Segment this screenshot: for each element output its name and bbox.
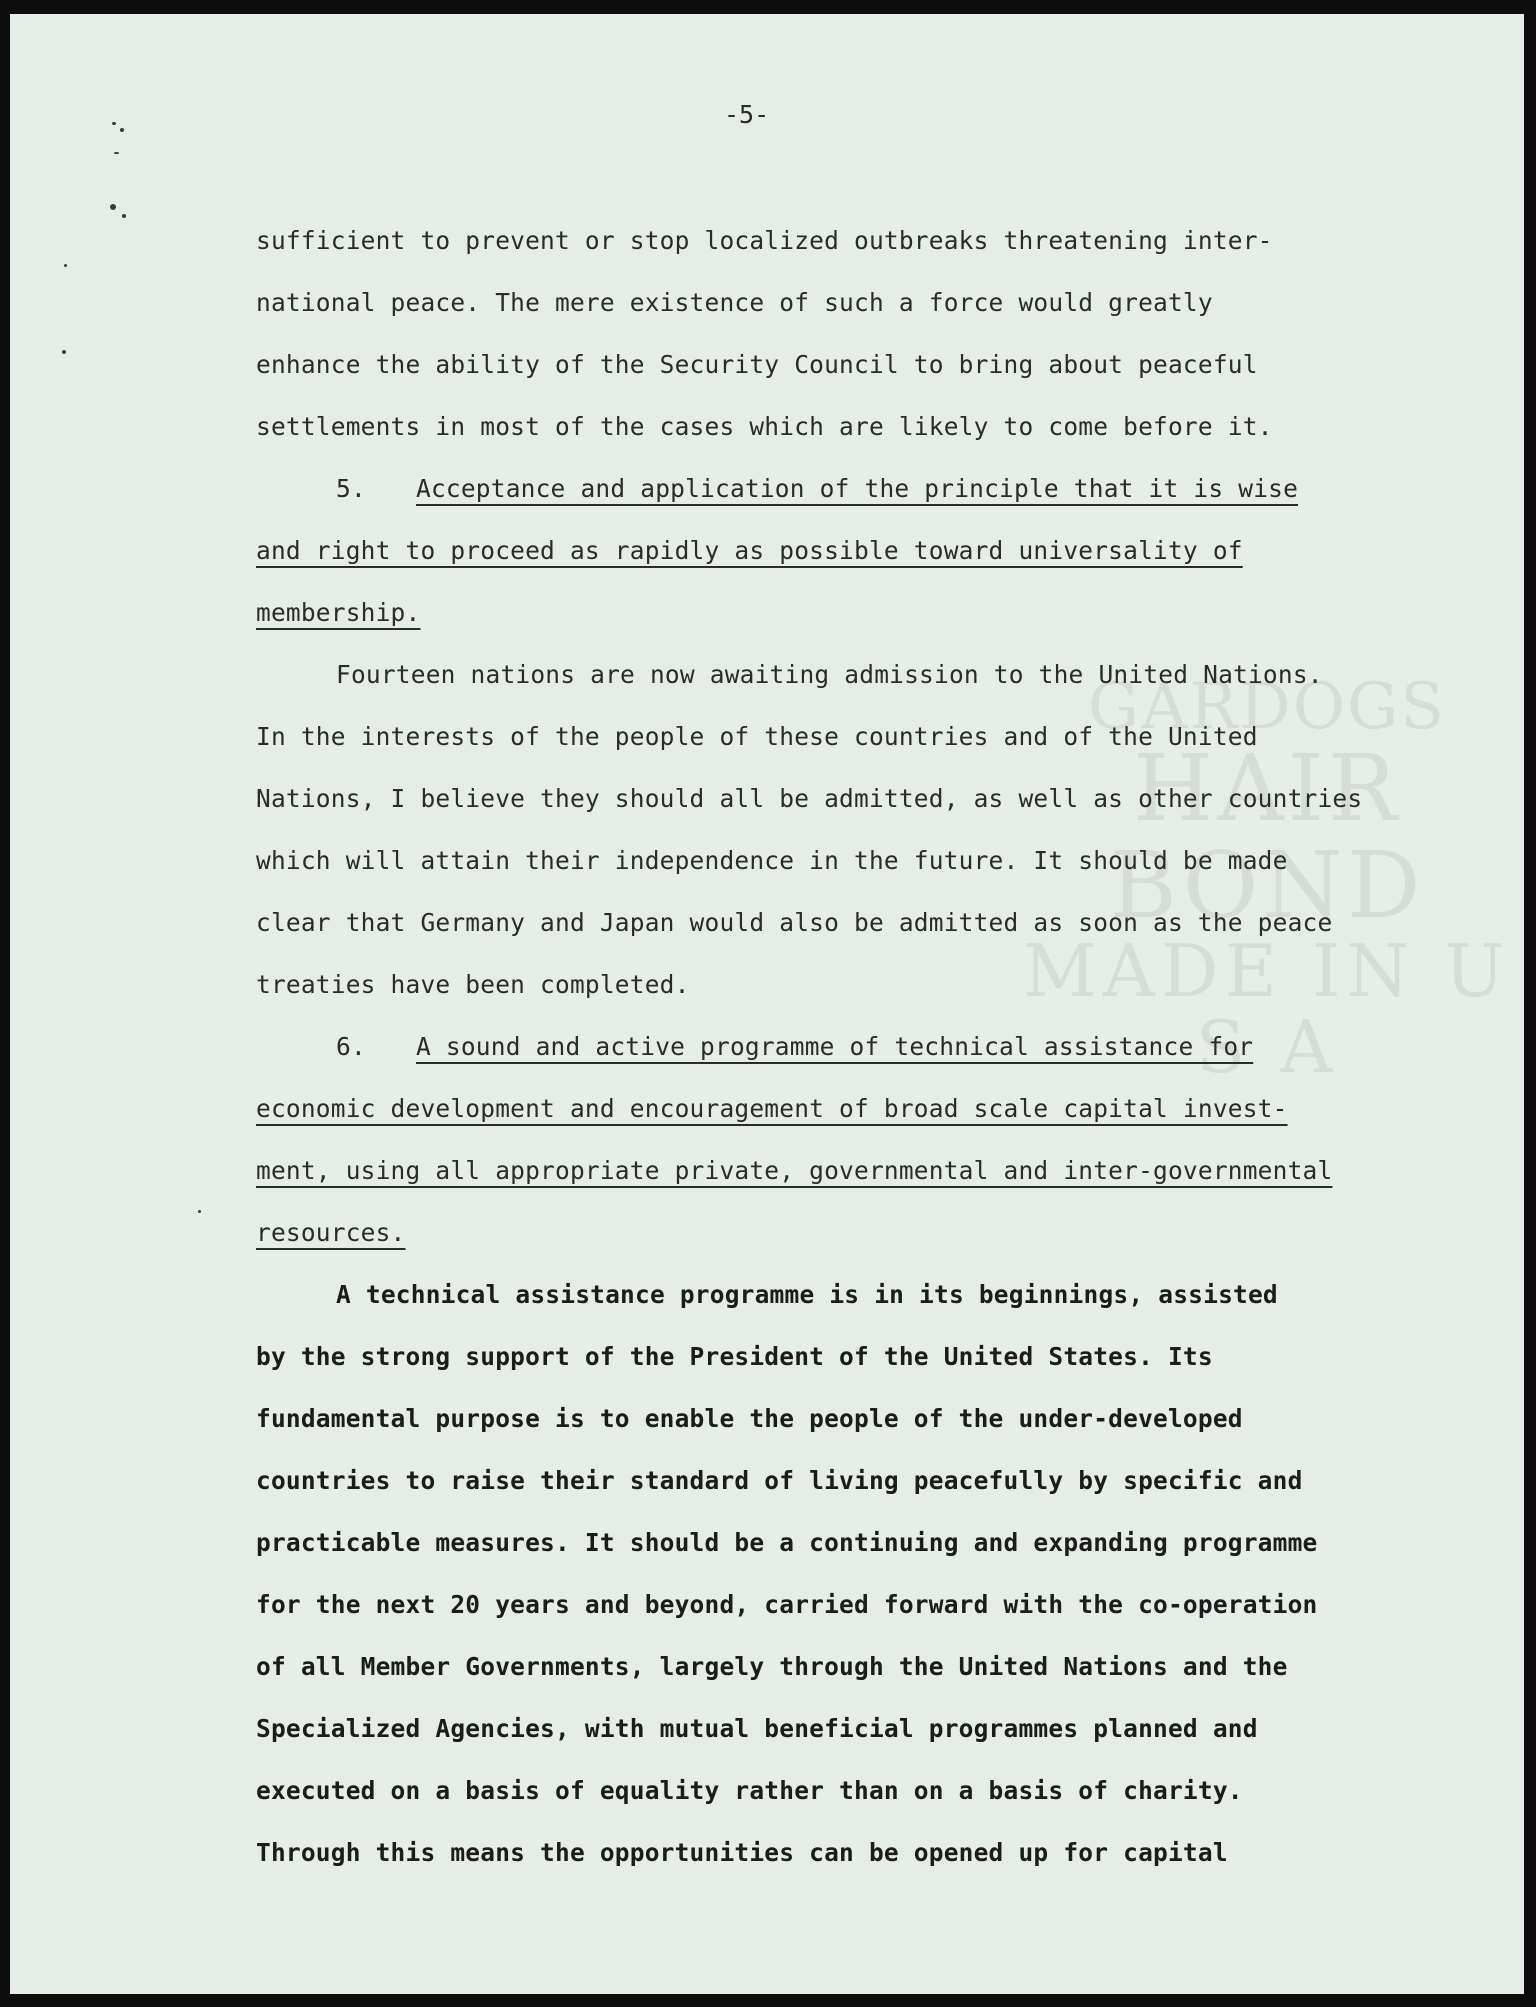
document-page [10, 14, 1524, 1994]
item-number-5: 5. [336, 474, 366, 503]
item-6-heading-line: A sound and active programme of technical assistance for [416, 1032, 1254, 1061]
watermark-line-1: GARDOGS [1087, 670, 1447, 744]
margin-speck [64, 264, 67, 267]
item-5-heading-line: membership. [256, 598, 421, 627]
body-line: by the strong support of the President of the United States. Its [256, 1342, 1213, 1371]
margin-speck [120, 128, 124, 132]
margin-speck [198, 1210, 201, 1213]
item-6-heading-line: economic development and encouragement of broad scale capital invest- [256, 1094, 1288, 1123]
body-line: treaties have been completed. [256, 970, 690, 999]
item-6-heading-line: ment, using all appropriate private, governmental and inter-governmental [256, 1156, 1333, 1185]
item-5-heading-line: Acceptance and application of the principle that it is wise [416, 474, 1299, 503]
body-line: clear that Germany and Japan would also be admitted as soon as the peace [256, 908, 1333, 937]
body-line: for the next 20 years and beyond, carried forward with the co-operation [256, 1590, 1318, 1619]
body-line: which will attain their independence in the future. It should be made [256, 846, 1288, 875]
item-5-heading-line: and right to proceed as rapidly as possible toward universality of [256, 536, 1243, 565]
body-line: countries to raise their standard of living peacefully by specific and [256, 1466, 1303, 1495]
body-line: national peace. The mere existence of such a force would greatly [256, 288, 1213, 317]
margin-speck [114, 152, 119, 154]
body-line: Through this means the opportunities can be opened up for capital [256, 1838, 1228, 1867]
body-line: practicable measures. It should be a continuing and expanding programme [256, 1528, 1318, 1557]
margin-speck [110, 204, 116, 210]
item-number-6: 6. [336, 1032, 366, 1061]
body-line: of all Member Governments, largely through the United Nations and the [256, 1652, 1288, 1681]
watermark-line-3: MADE IN U S A [1023, 929, 1511, 1089]
body-line: Specialized Agencies, with mutual beneficial programmes planned and [256, 1714, 1258, 1743]
margin-speck [62, 350, 66, 354]
body-line: enhance the ability of the Security Council to bring about peaceful [256, 350, 1258, 379]
body-line: executed on a basis of equality rather than on a basis of charity. [256, 1776, 1243, 1805]
margin-speck [122, 214, 126, 218]
body-line: Nations, I believe they should all be admitted, as well as other countries [256, 784, 1363, 813]
margin-speck [112, 122, 116, 125]
item-6-heading-line: resources. [256, 1218, 406, 1247]
body-line: settlements in most of the cases which are likely to come before it. [256, 412, 1273, 441]
body-line: sufficient to prevent or stop localized outbreaks threatening inter- [256, 226, 1273, 255]
watermark-line-2: HAIR BOND [1109, 735, 1425, 939]
body-line: In the interests of the people of these countries and of the United [256, 722, 1258, 751]
body-line: Fourteen nations are now awaiting admission to the United Nations. [336, 660, 1323, 689]
body-line: fundamental purpose is to enable the people of the under-developed [256, 1404, 1243, 1433]
body-line: A technical assistance programme is in its beginnings, assisted [336, 1280, 1278, 1309]
page-number: -5- [724, 100, 770, 129]
